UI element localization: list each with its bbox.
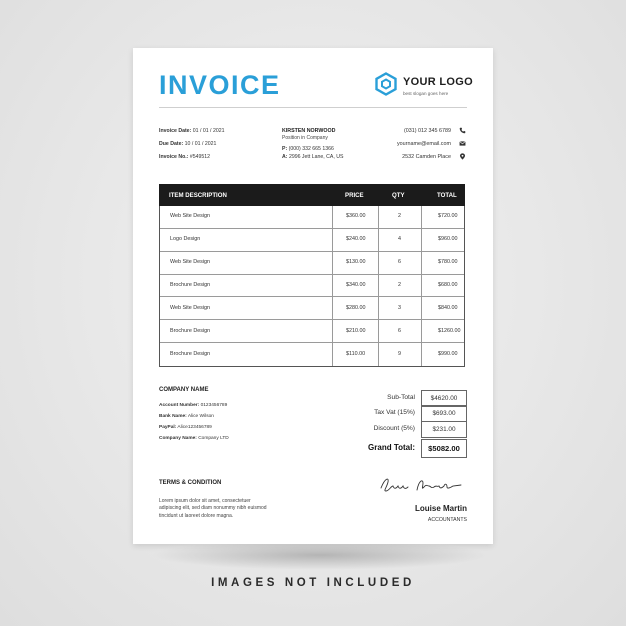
account-number-value: 0123456789: [200, 403, 228, 408]
paypal-value: Alice123456789: [177, 425, 212, 430]
cell-total: $720.00: [438, 213, 458, 220]
cell-description: Web Site Design: [170, 304, 211, 311]
cell-total: $680.00: [438, 281, 458, 288]
mail-icon: [459, 140, 466, 147]
table-row: [160, 206, 464, 229]
cell-total: $840.00: [438, 304, 458, 311]
invoice-date-label: Invoice Date:: [159, 128, 192, 134]
table-row: [160, 275, 464, 298]
cell-description: Brochure Design: [170, 350, 211, 357]
cell-price: $110.00: [346, 350, 366, 357]
bank-name-label: Bank Name:: [159, 414, 187, 419]
tax-label: Tax Vat (15%): [374, 409, 415, 416]
client-phone-label: P:: [282, 146, 288, 152]
signature-name: Louise Martin: [414, 504, 467, 513]
cell-price: $240.00: [346, 236, 366, 243]
cell-total: $1260.00: [438, 327, 461, 334]
table-body: [159, 206, 465, 367]
invoice-sheet: [133, 48, 493, 544]
discount-value: $231.00: [421, 421, 467, 438]
header-total: TOTAL: [437, 192, 457, 199]
cell-price: $340.00: [346, 281, 366, 288]
grand-total-value: $5082.00: [421, 439, 467, 458]
client-phone-value: (000) 332 665 1366: [288, 146, 334, 152]
header-divider: [159, 107, 467, 108]
contact-email: yourname@email.com: [396, 141, 451, 147]
company-title: COMPANY NAME: [159, 387, 209, 393]
paypal-label: PayPal:: [159, 425, 177, 430]
logo-slogan: best slogan goes here: [403, 91, 449, 96]
client-name: KIRSTEN NORWOOD: [282, 128, 336, 134]
invoice-number: [159, 154, 210, 160]
grand-total-label: Grand Total:: [368, 443, 415, 452]
header-price: PRICE: [345, 192, 364, 199]
table-row: [160, 252, 464, 275]
cell-description: Web Site Design: [170, 259, 211, 266]
terms-title: TERMS & CONDITION: [159, 480, 222, 486]
signature-icon: [377, 474, 467, 496]
cell-description: Logo Design: [170, 236, 201, 243]
contact-address: 2532 Camden Place: [402, 154, 451, 160]
terms-text: Lorem ipsum dolor sit amet, consectetuer adipiscing elit, sed diam nonummy nibh euismod tincidunt ut laoreet dolore magna.: [159, 498, 267, 519]
invoice-date-value: 01 / 01 / 2021: [192, 128, 225, 134]
tax-value: $693.00: [421, 405, 467, 422]
client-address-label: A:: [282, 154, 288, 160]
cell-qty: 3: [398, 304, 401, 311]
table-row: [160, 343, 464, 365]
invoice-date: [159, 128, 224, 134]
footer-note: IMAGES NOT INCLUDED: [211, 577, 415, 589]
table-header: [159, 184, 465, 206]
cell-total: $990.00: [438, 350, 458, 357]
account-number: [159, 403, 227, 408]
subtotal-value: $4620.00: [421, 390, 467, 407]
paypal: [159, 425, 212, 430]
cell-description: Brochure Design: [170, 281, 211, 288]
cell-price: $360.00: [346, 213, 366, 220]
header-description: ITEM DESCRIPTION: [169, 192, 227, 199]
discount-label: Discount (5%): [373, 425, 415, 432]
paper-shadow: [150, 540, 490, 570]
client-position: Position in Company: [282, 135, 328, 141]
bank-name: [159, 414, 214, 419]
location-pin-icon: [459, 153, 466, 160]
due-date-value: 10 / 01 / 2021: [184, 141, 217, 147]
invoice-title: INVOICE: [159, 70, 281, 100]
due-date: [159, 141, 216, 147]
cell-qty: 2: [398, 213, 401, 220]
header-qty: QTY: [392, 192, 405, 199]
table-row: [160, 229, 464, 252]
cell-total: $960.00: [438, 236, 458, 243]
client-address-value: 2996 Jett Lane, CA, US: [288, 154, 344, 160]
cell-price: $280.00: [346, 304, 366, 311]
company-name-label: Company Name:: [159, 436, 197, 441]
phone-icon: [459, 127, 466, 134]
due-date-label: Due Date:: [159, 141, 184, 147]
table-row: [160, 320, 464, 343]
subtotal-label: Sub-Total: [387, 394, 415, 401]
logo-text: YOUR LOGO: [403, 76, 473, 88]
contact-phone: (031) 012 345 6789: [403, 128, 451, 134]
invoice-number-value: #549512: [189, 154, 211, 160]
cell-price: $210.00: [346, 327, 366, 334]
cell-qty: 6: [398, 327, 401, 334]
invoice-number-label: Invoice No.:: [159, 154, 189, 160]
cell-total: $780.00: [438, 259, 458, 266]
cell-description: Brochure Design: [170, 327, 211, 334]
hexagon-logo-icon: [374, 72, 398, 96]
cell-qty: 4: [398, 236, 401, 243]
bank-name-value: Alice Wilson: [187, 414, 214, 419]
company-name-value: Company LTD: [198, 436, 229, 441]
cell-description: Web Site Design: [170, 213, 211, 220]
signature-role: ACCOUNTANTS: [427, 517, 467, 523]
cell-qty: 6: [398, 259, 401, 266]
company-name: [159, 436, 229, 441]
cell-qty: 9: [398, 350, 401, 357]
cell-price: $130.00: [346, 259, 366, 266]
account-number-label: Account Number:: [159, 403, 200, 408]
cell-qty: 2: [398, 281, 401, 288]
table-row: [160, 297, 464, 320]
